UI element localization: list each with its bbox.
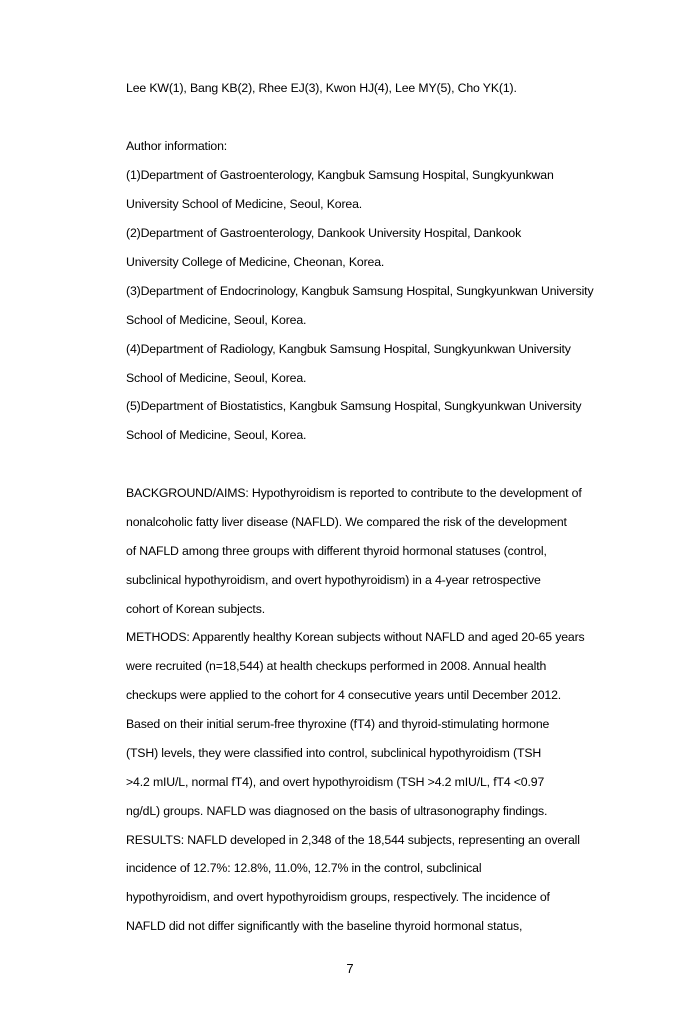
- abstract-line: of NAFLD among three groups with different thyroid hormonal statuses (control,: [126, 544, 547, 558]
- page-number: 7: [346, 961, 354, 976]
- affiliation-line: University College of Medicine, Cheonan, Korea.: [126, 255, 385, 269]
- affiliation-line: (4)Department of Radiology, Kangbuk Samsung Hospital, Sungkyunkwan University: [126, 342, 571, 356]
- abstract-line: nonalcoholic fatty liver disease (NAFLD). We compared the risk of the development: [126, 515, 567, 529]
- abstract-line: NAFLD did not differ significantly with the baseline thyroid hormonal status,: [126, 919, 523, 933]
- affiliation-line: School of Medicine, Seoul, Korea.: [126, 313, 307, 327]
- abstract-line: BACKGROUND/AIMS: Hypothyroidism is reported to contribute to the development of: [126, 486, 582, 500]
- abstract-line: incidence of 12.7%: 12.8%, 11.0%, 12.7% in the control, subclinical: [126, 861, 482, 875]
- abstract-line: RESULTS: NAFLD developed in 2,348 of the 18,544 subjects, representing an overall: [126, 833, 580, 847]
- affiliation-line: (3)Department of Endocrinology, Kangbuk Samsung Hospital, Sungkyunkwan University: [126, 284, 594, 298]
- affiliation-line: (2)Department of Gastroenterology, Dankook University Hospital, Dankook: [126, 226, 522, 240]
- abstract-line: cohort of Korean subjects.: [126, 602, 265, 616]
- affiliation-line: School of Medicine, Seoul, Korea.: [126, 371, 307, 385]
- abstract-line: Based on their initial serum-free thyroxine (fT4) and thyroid-stimulating hormone: [126, 717, 550, 731]
- author-info-heading: Author information:: [126, 139, 228, 153]
- abstract-line: (TSH) levels, they were classified into control, subclinical hypothyroidism (TSH: [126, 746, 542, 760]
- abstract-line: ng/dL) groups. NAFLD was diagnosed on the basis of ultrasonography findings.: [126, 804, 548, 818]
- author-list: Lee KW(1), Bang KB(2), Rhee EJ(3), Kwon HJ(4), Lee MY(5), Cho YK(1).: [126, 81, 517, 95]
- affiliation-line: (5)Department of Biostatistics, Kangbuk Samsung Hospital, Sungkyunkwan University: [126, 399, 582, 413]
- abstract-line: METHODS: Apparently healthy Korean subjects without NAFLD and aged 20-65 years: [126, 630, 585, 644]
- abstract-line: subclinical hypothyroidism, and overt hypothyroidism) in a 4-year retrospective: [126, 573, 541, 587]
- affiliation-line: University School of Medicine, Seoul, Korea.: [126, 197, 363, 211]
- abstract-line: >4.2 mIU/L, normal fT4), and overt hypothyroidism (TSH >4.2 mIU/L, fT4 <0.97: [126, 775, 545, 789]
- affiliation-line: School of Medicine, Seoul, Korea.: [126, 428, 307, 442]
- affiliation-line: (1)Department of Gastroenterology, Kangbuk Samsung Hospital, Sungkyunkwan: [126, 168, 554, 182]
- abstract-line: were recruited (n=18,544) at health checkups performed in 2008. Annual health: [126, 659, 547, 673]
- abstract-line: checkups were applied to the cohort for 4 consecutive years until December 2012.: [126, 688, 562, 702]
- abstract-line: hypothyroidism, and overt hypothyroidism groups, respectively. The incidence of: [126, 890, 550, 904]
